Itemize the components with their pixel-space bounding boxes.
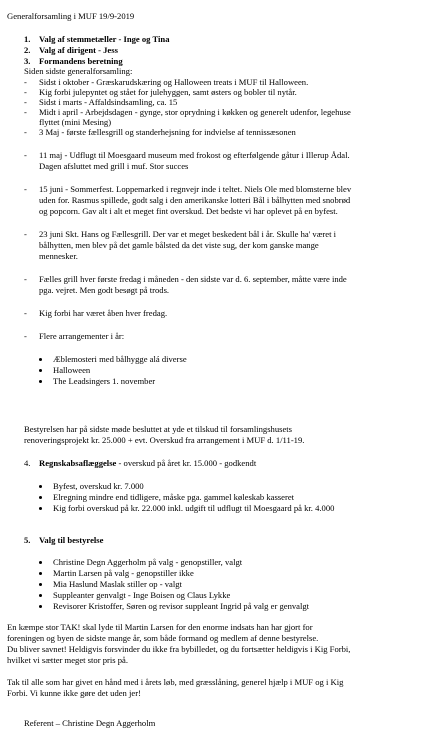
section-title: Valg til bestyrelse bbox=[39, 535, 104, 545]
agenda-number: 1. bbox=[24, 34, 31, 44]
section-intro: Siden sidste generalforsamling: bbox=[24, 66, 133, 76]
bullet-icon bbox=[39, 358, 42, 361]
bullet-icon bbox=[39, 605, 42, 608]
section-summary: - overskud på året kr. 15.000 - godkendt bbox=[116, 458, 257, 468]
bullet-icon bbox=[39, 583, 42, 586]
agenda-item: Formandens beretning bbox=[39, 56, 123, 66]
list-dash: - bbox=[24, 77, 27, 87]
list-item-text: Revisorer Kristoffer, Søren og revisor suppleant Ingrid på valg er genvalgt bbox=[53, 601, 310, 611]
bullet-icon bbox=[39, 507, 42, 510]
list-item-text: 3 Maj - første fællesgrill og standerhejsning for indvielse af tennissæsonen bbox=[39, 127, 296, 137]
list-item-text: Kig forbi julepyntet og stået for julehyggen, samt østers og bobler til nytår. bbox=[39, 87, 297, 97]
list-item-text: Martin Larsen på valg - genopstiller ikke bbox=[53, 568, 194, 578]
list-item-text: Byfest, overskud kr. 7.000 bbox=[53, 481, 144, 491]
list-item-text: mennesker. bbox=[39, 251, 78, 261]
list-item-text: Kig forbi har været åben hver fredag. bbox=[39, 308, 168, 318]
paragraph-line: Forbi. Vi kunne ikke gøre det uden jer! bbox=[7, 688, 141, 698]
list-item-text: Christine Degn Aggerholm på valg - genopstiller, valgt bbox=[53, 557, 243, 567]
list-dash: - bbox=[24, 229, 27, 239]
bullet-icon bbox=[39, 572, 42, 575]
section-title: Regnskabsaflæggelse bbox=[39, 458, 117, 468]
list-item-text: bålhytten, men blev på det gamle bålsted da det viste sug, der kom ganske mange bbox=[39, 240, 319, 250]
list-dash: - bbox=[24, 127, 27, 137]
list-item-text: Suppleanter genvalgt - Inge Boisen og Claus Lykke bbox=[53, 590, 231, 600]
paragraph-line: En kæmpe stor TAK! skal lyde til Martin Larsen for den enorme indsats han har gjort for bbox=[7, 622, 313, 632]
bullet-icon bbox=[39, 594, 42, 597]
list-item-text: 11 maj - Udflugt til Moesgaard museum med frokost og efterfølgende gåtur i Illerup Ådal. bbox=[39, 150, 350, 160]
paragraph-line: Bestyrelsen har på sidste møde besluttet at yde et tilskud til forsamlingshusets bbox=[24, 424, 293, 434]
list-item-text: uden for. Rasmus spillede, godt salg i den amerikanske lotteri Bål i bålhytten med snobrød bbox=[39, 195, 351, 205]
list-dash: - bbox=[24, 107, 27, 117]
paragraph-line: foreningen og byen de sidste mange år, som både formand og medlem af denne bestyrelse. bbox=[7, 633, 319, 643]
list-dash: - bbox=[24, 308, 27, 318]
agenda-item: Valg af stemmetæller - Inge og Tina bbox=[39, 34, 170, 44]
list-item-text: Dagen afsluttet med grill i muf. Stor succes bbox=[39, 161, 189, 171]
paragraph-line: Du bliver savnet! Heldigvis forsvinder du ikke fra bybilledet, og du fortsætter heldigvis i Kig Forbi, bbox=[7, 644, 351, 654]
list-item-text: The Leadsingers 1. november bbox=[53, 376, 156, 386]
list-item-text: Fælles grill hver første fredag i måneden - den sidste var d. 6. september, måtte være inde bbox=[39, 274, 347, 284]
list-item-text: Mia Haslund Maslak stiller op - valgt bbox=[53, 579, 182, 589]
agenda-number: 2. bbox=[24, 45, 31, 55]
list-item-text: flyttet (mini Mesing) bbox=[39, 117, 112, 127]
list-item-text: Sidst i oktober - Græskarudskæring og Halloween treats i MUF til Halloween. bbox=[39, 77, 309, 87]
agenda-item: Valg af dirigent - Jess bbox=[39, 45, 118, 55]
list-item-text: pga. vejret. Men godt besøgt på trods. bbox=[39, 285, 170, 295]
section-number: 4. bbox=[24, 458, 31, 468]
list-item-text: og popcorn. Gav alt i alt et meget fint overskud. Det bedste vi har oplevet på en byfest. bbox=[39, 206, 338, 216]
section-number: 5. bbox=[24, 535, 31, 545]
list-item-text: Halloween bbox=[53, 365, 91, 375]
list-dash: - bbox=[24, 184, 27, 194]
bullet-icon bbox=[39, 496, 42, 499]
bullet-icon bbox=[39, 369, 42, 372]
bullet-icon bbox=[39, 561, 42, 564]
agenda-number: 3. bbox=[24, 56, 31, 66]
list-item-text: 23 juni Skt. Hans og Fællesgrill. Der var et meget beskedent bål i år. Skulle ha' været i bbox=[39, 229, 337, 239]
list-item-text: Flere arrangementer i år: bbox=[39, 331, 125, 341]
list-dash: - bbox=[24, 274, 27, 284]
list-item-text: Elregning mindre end tidligere, måske pga. gammel køleskab kasseret bbox=[53, 492, 295, 502]
referent-line: Referent – Christine Degn Aggerholm bbox=[24, 718, 156, 728]
list-dash: - bbox=[24, 331, 27, 341]
paragraph-line: Tak til alle som har givet en hånd med i årets løb, med græsslåning, generel hjælp i MUF og i Kig bbox=[7, 677, 344, 687]
bullet-icon bbox=[39, 380, 42, 383]
list-dash: - bbox=[24, 97, 27, 107]
bullet-icon bbox=[39, 485, 42, 488]
accounts-heading-text bbox=[39, 458, 256, 468]
list-dash: - bbox=[24, 87, 27, 97]
list-item-text: Midt i april - Arbejdsdagen - gynge, stor oprydning i køkken og generelt udenfor, legehuse bbox=[39, 107, 351, 117]
list-item-text: Kig forbi overskud på kr. 22.000 inkl. udgift til udflugt til Moesgaard på kr. 4.000 bbox=[53, 503, 335, 513]
paragraph-line: renoveringsprojekt kr. 25.000 + evt. Overskud fra arrangement i MUF d. 1/11-19. bbox=[24, 435, 305, 445]
list-dash: - bbox=[24, 150, 27, 160]
document-title: Generalforsamling i MUF 19/9-2019 bbox=[7, 11, 135, 21]
list-item-text: Æblemosteri med bålhygge alá diverse bbox=[53, 354, 187, 364]
list-item-text: Sidst i marts - Affaldsindsamling, ca. 15 bbox=[39, 97, 178, 107]
paragraph-line: hvilket vi sætter meget stor pris på. bbox=[7, 655, 129, 665]
list-item-text: 15 juni - Sommerfest. Loppemarked i regnvejr inde i teltet. Niels Ole med blomsterne blev bbox=[39, 184, 352, 194]
